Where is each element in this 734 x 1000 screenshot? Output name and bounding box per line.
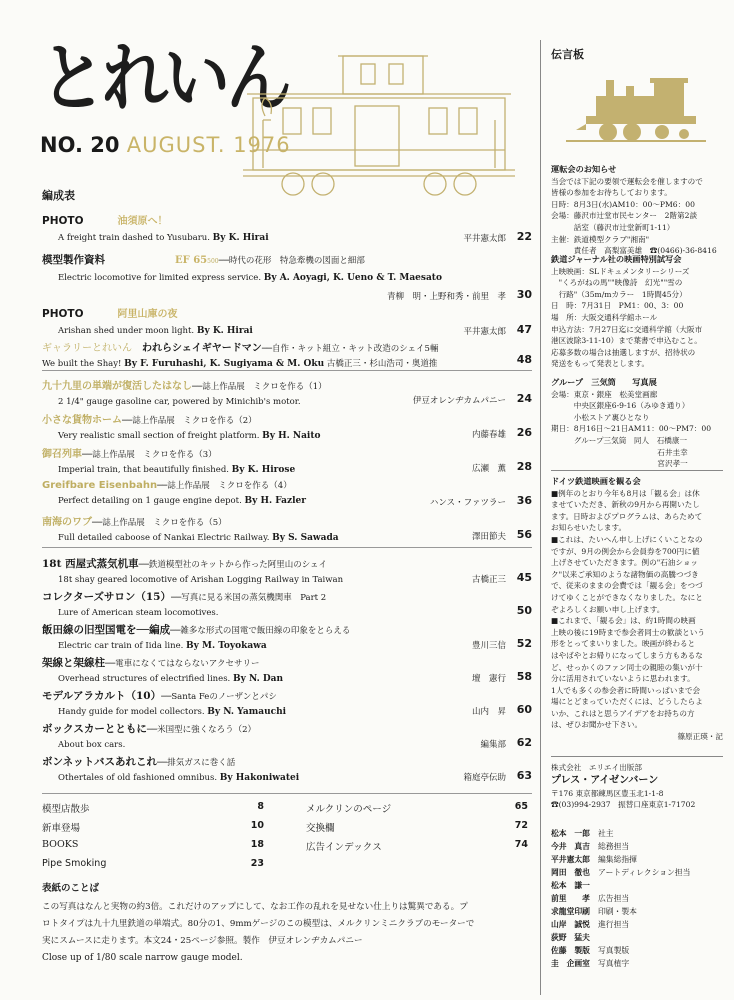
notice-heading: グループ 三気筒 写真展	[551, 377, 657, 387]
entry-subtitle: ──写真に見る米国の蒸気機関車 Part 2	[170, 593, 327, 603]
staff-row	[551, 854, 637, 865]
index-label: Pipe Smoking	[42, 858, 107, 869]
entry-subtitle: ──誌上作品展 ミクロを作る（5）	[92, 518, 227, 528]
entry-category: PHOTO	[42, 308, 84, 320]
staff-name: 松本 謙一	[551, 881, 590, 890]
notice-heading: 鉄道ジャーナル社の映画特別試写会	[551, 254, 682, 264]
notice-line: お知らせいたします。	[551, 523, 627, 533]
staff-row	[551, 945, 629, 956]
entry-subtitle: ──誌上作品展 ミクロを作る（1）	[192, 382, 327, 392]
index-page: 18	[250, 839, 264, 850]
entry-subtitle: ──誌上作品展 ミクロを作る（2）	[122, 416, 257, 426]
staff-row	[551, 919, 629, 930]
index-page: 8	[257, 801, 264, 812]
entry-page: 63	[516, 769, 532, 782]
index-item	[306, 839, 528, 853]
notice-line: 行路"（35m/mカラー 1時間45分）	[551, 289, 687, 299]
staff-row	[551, 841, 629, 852]
entry-page: 50	[516, 604, 532, 617]
staff-row	[551, 893, 629, 904]
entry-category: 南海のワブ	[42, 517, 92, 528]
entry-page: 58	[516, 670, 532, 683]
entry-subtitle: ──誌上作品展 ミクロを作る（3）	[82, 450, 217, 460]
divider	[42, 370, 532, 371]
entry-subtitle: ──時代の花形 特急牽機の図面と細部	[218, 256, 365, 266]
entry-description: Overhead structures of electrified lines.	[58, 674, 231, 684]
notice-line: 場にとどまっていただくには、どうしたらよ	[551, 697, 703, 707]
entry-page: 36	[516, 494, 532, 507]
contents-entry	[42, 589, 532, 618]
notice-operation-meet	[551, 164, 723, 257]
staff-role: 印刷・製本	[598, 907, 637, 916]
contents-entry	[42, 411, 532, 441]
contents-entry	[42, 212, 532, 243]
entry-author: ハンス・ファツラー	[429, 498, 506, 508]
entry-description: 2 1/4" gauge gasoline car, powered by Minichib's motor.	[58, 397, 301, 407]
divider	[551, 470, 723, 471]
magazine-logo: とれいん	[40, 35, 288, 122]
notice-film-preview	[551, 254, 723, 370]
cover-note-line: この写真はなんと実物の約3倍。これだけのアップにして、なお工作の乱れを見せない仕上りは驚異である。プ	[42, 902, 468, 912]
notice-line: 石井圭幸	[551, 447, 688, 457]
staff-name: 前里 孝	[551, 894, 590, 903]
entry-author: 平井憲太郎	[463, 327, 506, 337]
entry-category: 御召列車	[42, 449, 82, 460]
staff-name: 荻野 猛夫	[551, 933, 590, 942]
notice-line: グループ三気筒 同人 石橋康一	[551, 435, 688, 445]
publisher-address: 〒176 東京都練馬区豊玉北1-1-8	[551, 788, 664, 798]
index-item	[42, 858, 264, 869]
entry-subtitle: ──雑多な形式の国電で飯田線の印象をとらえる	[170, 626, 351, 636]
entry-description: Perfect detailing on 1 gauge engine depot.	[58, 496, 242, 506]
entry-page: 60	[516, 703, 532, 716]
cover-note-heading: 表紙のことば	[42, 883, 100, 894]
notice-line: いか、これはと思うアイデアをお持ちの方	[551, 708, 695, 718]
entry-subtitle: ──米国型に強くなろう（2）	[146, 725, 257, 735]
contents-entry	[42, 556, 532, 585]
notice-line: ク"以来ご承知のような諸物価の高騰つづき	[551, 569, 699, 579]
notice-line: けてゆくことができなくなりました。なにと	[551, 592, 703, 602]
staff-role: 編集総指揮	[598, 855, 637, 864]
entry-author: 編集部	[480, 740, 506, 750]
entry-byline: By M. Toyokawa	[186, 641, 267, 651]
staff-row	[551, 867, 690, 878]
locomotive-icon	[566, 66, 706, 146]
entry-author: 豊川三信	[471, 641, 506, 651]
entry-page: 24	[516, 392, 532, 405]
contents-entry	[42, 754, 532, 783]
entry-description: Electric car train of Iida line.	[58, 641, 184, 651]
entry-category: 飯田線の旧型国電を──編成	[42, 624, 171, 636]
notice-line: ■これは、たいへん申し上げにくいことなの	[551, 534, 703, 544]
contents-entry	[42, 445, 532, 475]
notice-line: は、ぜひお聞かせ下さい。	[551, 720, 643, 730]
staff-name: 佐藤 製版	[551, 946, 590, 955]
entry-title: 阿里山庫の夜	[117, 309, 178, 320]
staff-name: 松本 一郎	[551, 829, 590, 838]
notice-line: 日時：8月3日(水)AM10：00〜PM6：00	[551, 199, 695, 209]
notice-line: 上映映画：SLドキュメンタリーシリーズ	[551, 266, 690, 276]
notice-line: ■これまで、「観る会」は、約1時間の映画	[551, 616, 696, 626]
staff-name: 求龍堂印刷	[551, 907, 590, 916]
index-page: 72	[514, 820, 528, 831]
entry-category: 架線と架線柱	[42, 657, 105, 669]
contents-entry	[42, 479, 532, 506]
notice-line: 形をとってまいりました。映画が終わると	[551, 639, 696, 649]
entry-author: 平井憲太郎	[463, 234, 506, 244]
index-item	[42, 820, 264, 834]
entry-description: 18t shay geared locomotive of Arishan Logging Railway in Taiwan	[58, 575, 344, 585]
notice-line: はやばやとお帰りになってしまう方もあるな	[551, 650, 703, 660]
entry-byline: By K. Hirai	[196, 326, 253, 336]
notice-line: 日 時：7月31日 PM1：00、3：00	[551, 301, 684, 311]
index-page: 74	[514, 839, 528, 850]
publisher-info	[551, 762, 723, 811]
entry-description: Electric locomotive for limited express service.	[58, 273, 262, 283]
entry-byline: By N. Dan	[232, 674, 284, 684]
notice-line: ぞよろしくお願い申し上げます。	[551, 604, 665, 614]
entry-category: モデルアラカルト（10）	[42, 690, 162, 702]
entry-title: EF 65	[175, 255, 208, 266]
index-item	[306, 801, 528, 815]
entry-category: PHOTO	[42, 215, 84, 227]
staff-row	[551, 958, 629, 969]
entry-description: Arishan shed under moon light.	[58, 326, 195, 336]
notice-line: ですが、9月の例会から会員券を700円に値	[551, 546, 700, 556]
notice-photo-exhibition	[551, 377, 723, 470]
publisher-phone: ☎(03)994-2937 振替口座東京1-71702	[551, 800, 696, 810]
entry-author: 壇 憲行	[471, 674, 506, 684]
notice-line: 当会では下記の要領で運転会を催しますので	[551, 176, 703, 186]
contents-entry	[42, 252, 532, 302]
entry-author: 広瀬 薫	[471, 464, 506, 474]
entry-category: 九十九里の単端が復活したはなし	[42, 381, 192, 392]
staff-name: 今井 真吉	[551, 842, 590, 851]
entry-category: 模型製作資料	[42, 254, 105, 266]
entry-subtitle: ──自作・キット組立・キット改造のシェイ5輛	[261, 344, 439, 354]
notice-line: 会場：藤沢市辻堂市民センター 2階第2談	[551, 211, 698, 221]
divider	[42, 547, 532, 548]
contents-entry	[42, 655, 532, 684]
notice-line: 責任者 高梨富美雄 ☎(0466)-36-8416	[551, 246, 717, 256]
entry-byline: By H. Fazler	[244, 496, 306, 506]
entry-category: 小さな貨物ホーム	[42, 415, 122, 426]
entry-category: ギャラリーとれいん	[42, 343, 132, 354]
entry-description: Full detailed caboose of Nankai Electric Railway.	[58, 533, 270, 543]
entry-author: 古橋正三・杉山浩司・奥道推	[326, 359, 438, 369]
entry-author: 内藤春雄	[471, 430, 506, 440]
entry-subtitle: ──排気ガスに巻く話	[156, 758, 236, 768]
contents-entry	[42, 339, 532, 369]
entry-subtitle: ──誌上作品展 ミクロを作る（4）	[157, 481, 292, 491]
entry-author: 箱庭亭伝助	[463, 773, 506, 783]
entry-page: 52	[516, 637, 532, 650]
notice-line: 皆様の参加をお待ちしております。	[551, 188, 672, 198]
staff-role: 進行担当	[598, 920, 630, 929]
index-label: 広告インデックス	[306, 842, 382, 853]
entry-description: Lure of American steam locomotives.	[58, 608, 219, 618]
entry-page: 56	[516, 528, 532, 541]
index-label: メルクリンのページ	[306, 804, 392, 815]
notice-line: 上げさせていただきます。例の"石油ショッ	[551, 558, 699, 568]
staff-row	[551, 906, 637, 917]
cover-note-caption: Close up of 1/80 scale narrow gauge model.	[42, 953, 243, 963]
notice-line: 宮沢孝一	[551, 459, 688, 469]
entry-description: About box cars.	[58, 740, 126, 750]
entry-page: 48	[516, 353, 532, 366]
cover-note-line: ロトタイプは九十九里鉄道の単端式。80分の1、9mmゲージのこの模型は、メルクリンミニクラブのモーターで	[42, 919, 475, 929]
entry-byline: By Hakoniwatei	[219, 773, 300, 783]
entry-description: We built the Shay!	[42, 359, 122, 369]
entry-byline: By A. Aoyagi, K. Ueno & T. Maesato	[263, 273, 442, 283]
notice-line: ど、せっかくのファン同士の親睦の集いが十	[551, 662, 703, 672]
entry-subtitle: ──Santa Feのノーザンとパシ	[161, 692, 277, 702]
notice-line: 発送をもって発表とします。	[551, 359, 650, 369]
publisher-company: 株式会社 エリエイ出版部	[551, 763, 642, 772]
entry-title: 油須原へ！	[117, 216, 168, 227]
entry-description: A freight train dashed to Yusubaru.	[58, 233, 210, 243]
index-page: 65	[514, 801, 528, 812]
caboose-illustration	[243, 50, 515, 200]
entry-subtitle: ──鉄道模型社のキットから作った阿里山のシェイ	[138, 560, 328, 570]
index-item	[42, 839, 264, 850]
message-board-heading: 伝言板	[551, 48, 584, 61]
index-item	[42, 801, 264, 815]
notice-line: 中央区銀座6-9-16（みゆき通り）	[551, 401, 690, 411]
publisher-name: プレス・アイゼンバーン	[551, 774, 659, 786]
notice-heading: 運転会のお知らせ	[551, 164, 617, 174]
notice-signature: 篠原正瑛・記	[677, 732, 723, 742]
entry-title: われらシェイギヤードマン	[142, 343, 262, 354]
staff-name: 岡田 徹也	[551, 868, 590, 877]
index-item	[306, 820, 528, 834]
staff-row	[551, 828, 614, 839]
notice-line: ます。日時およびプログラムは、あらためて	[551, 511, 703, 521]
notice-line: ■例年のとおり今年も8月は「観る会」は休	[551, 488, 700, 498]
staff-role: 社主	[598, 829, 614, 838]
notice-line: 申込方法：7月27日迄に交通科学館（大阪市	[551, 324, 703, 334]
entry-author: 山内 昇	[471, 707, 506, 717]
index-label: 新車登場	[42, 823, 81, 834]
entry-author: 伊豆オレンヂカムパニー	[412, 396, 506, 406]
contents-entry	[42, 721, 532, 750]
notice-line: 会場：東京・銀座 松美堂画廊	[551, 389, 658, 399]
cover-note-line: 実にスムースに走ります。本文24・25ページ参照。製作 伊豆オレンヂカムパニー	[42, 936, 363, 946]
staff-row	[551, 880, 598, 891]
entry-page: 30	[516, 288, 532, 301]
entry-page: 22	[516, 230, 532, 243]
entry-page: 45	[516, 571, 532, 584]
entry-title-suffix: 500	[207, 258, 219, 265]
entry-description: Imperial train, that beautifully finished.	[58, 465, 229, 475]
index-label: 模型店散歩	[42, 804, 90, 815]
contents-entry	[42, 622, 532, 651]
notice-line: 上映の後に19時まで参会者同士の歓談という	[551, 627, 705, 637]
index-label: BOOKS	[42, 839, 79, 850]
index-page: 23	[250, 858, 264, 869]
entry-byline: By F. Furuhashi, K. Sugiyama & M. Oku	[124, 359, 325, 369]
index-page: 10	[250, 820, 264, 831]
entry-byline: By K. Hirose	[231, 465, 296, 475]
contents-entry	[42, 688, 532, 717]
column-divider	[540, 40, 541, 995]
staff-role: 写真製版	[598, 946, 630, 955]
entry-author: 澤田節夫	[471, 532, 506, 542]
notice-line: 1人でも多くの参会者に時間いっぱいまで会	[551, 685, 701, 695]
entry-byline: By N. Yamauchi	[207, 707, 287, 717]
entry-category: ボンネットバスあれこれ	[42, 756, 157, 768]
notice-line: 場 所：大阪交通科学館ホール	[551, 312, 658, 322]
contents-entry	[42, 377, 532, 407]
entry-byline: By H. Naito	[262, 431, 321, 441]
entry-page: 26	[516, 426, 532, 439]
entry-description: Very realistic small section of freight platform.	[58, 431, 260, 441]
staff-name: 平井憲太郎	[551, 855, 590, 864]
staff-role: 総務担当	[598, 842, 630, 851]
notice-line: 小松ストア裏ひとなり	[551, 412, 650, 422]
entry-description: Handy guide for model collectors.	[58, 707, 205, 717]
notice-line: ませていただき、新秋の9月から再開いたし	[551, 500, 700, 510]
staff-role: アートディレクション担当	[598, 868, 691, 877]
issue-number: NO. 20	[40, 133, 120, 157]
notice-line: 期日：8月16日〜21日AM11：00〜PM7：00	[551, 424, 712, 434]
entry-category: Greifbare Eisenbahn	[42, 480, 158, 491]
entry-description: Othertales of old fashioned omnibus.	[58, 773, 218, 783]
notice-line: 分に活用されていないように思われます。	[551, 674, 695, 684]
notice-line: 応募多数の場合は抽選しますが、招待状の	[551, 347, 696, 357]
divider	[42, 793, 532, 794]
entry-page: 62	[516, 736, 532, 749]
staff-row	[551, 932, 598, 943]
contents-heading: 編成表	[42, 189, 75, 202]
entry-category: 18t 西屋式蒸気机車	[42, 558, 139, 570]
divider	[551, 756, 723, 757]
staff-name: 山岸 誠悦	[551, 920, 590, 929]
contents-entry	[42, 513, 532, 543]
notice-german-film-society	[551, 476, 723, 743]
entry-category: ボックスカーとともに	[42, 723, 147, 735]
issue-date: AUGUST. 1976	[126, 133, 291, 157]
entry-byline: By S. Sawada	[272, 533, 339, 543]
staff-name: 圭 企画室	[551, 959, 590, 968]
notice-line: 主催：鉄道模型クラブ"湘南"	[551, 234, 650, 244]
notice-line: "くろがねの馬""映像詩 幻光""雪の	[551, 278, 683, 288]
notice-heading: ドイツ鉄道映画を観る会	[551, 476, 641, 486]
index-label: 交換欄	[306, 823, 335, 834]
entry-author: 青柳 明・上野和秀・前里 孝	[386, 292, 506, 302]
entry-page: 28	[516, 460, 532, 473]
entry-category: コレクターズサロン（15）	[42, 591, 171, 603]
staff-role: 広告担当	[598, 894, 630, 903]
contents-entry	[42, 305, 532, 336]
notice-line: 港区波除3-11-10）まで葉書で申込むこと。	[551, 336, 702, 346]
notice-line: 話室（藤沢市辻堂新町1-11）	[551, 222, 675, 232]
entry-page: 47	[516, 323, 532, 336]
staff-role: 写真植字	[598, 959, 630, 968]
entry-author: 古橋正三	[471, 575, 506, 585]
entry-byline: By K. Hirai	[212, 233, 269, 243]
entry-subtitle: ──電車になくてはならないアクセサリー	[105, 659, 260, 669]
notice-line: で、従来のままの会費では「観る会」をつづ	[551, 581, 703, 591]
